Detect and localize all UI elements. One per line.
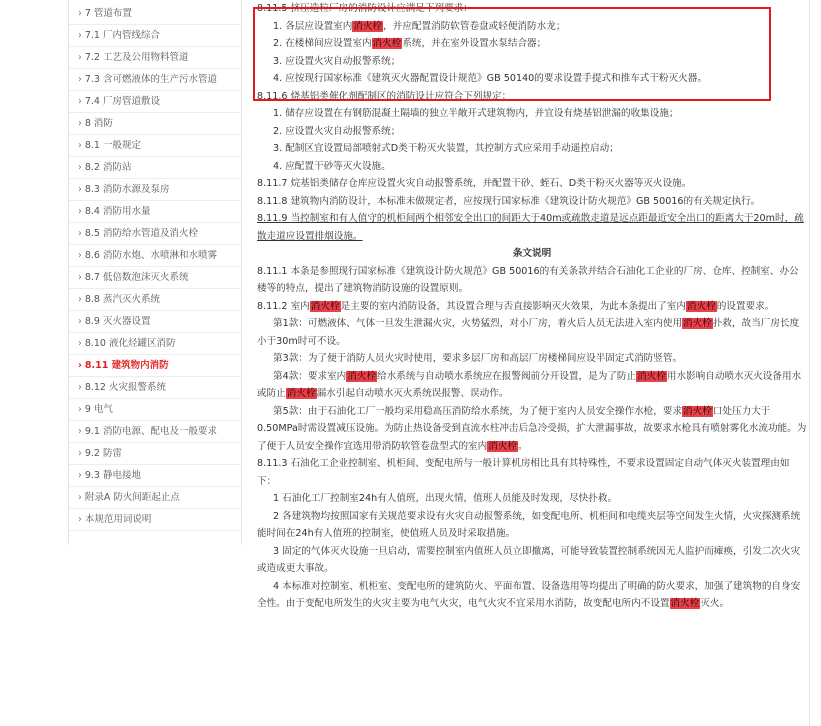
keyword-highlight: 消火栓 [637, 370, 666, 382]
keyword-highlight: 消火栓 [286, 388, 316, 399]
chevron-right-icon: › [78, 162, 82, 173]
sidebar-item[interactable] [69, 267, 241, 289]
chevron-right-icon: › [78, 272, 82, 283]
sidebar-item-label: 7 管道布置 [84, 8, 132, 19]
chevron-right-icon: › [78, 294, 82, 305]
sidebar-item[interactable] [69, 509, 241, 531]
chevron-right-icon: › [78, 360, 82, 371]
explanation-title: 条文说明 [512, 248, 552, 259]
sidebar-item-label: 7.4 厂房管道敷设 [84, 96, 160, 107]
chevron-right-icon: › [78, 30, 82, 41]
sidebar-item-label: 8.3 消防水源及泵房 [84, 184, 170, 195]
sidebar-item-label: 9.1 消防电源、配电及一般要求 [84, 426, 217, 437]
clause-8-11-5-item-3: 3. 应设置火灾自动报警系统； [273, 55, 401, 67]
reason-2: 2 各建筑物均按照国家有关规范要求设有火灾自动报警系统，如变配电所、机柜间和电缆夹层等空间发生火情，火灾探测系统能时间在24h有人值班的控制室，使值班人员及时采取措施。 [257, 510, 801, 539]
keyword-highlight: 消火栓 [372, 38, 402, 49]
sidebar-item[interactable] [69, 421, 241, 443]
sidebar-item-label: 8.10 液化烃罐区消防 [84, 338, 176, 349]
explain-8-11-2: 8.11.2 室内消火栓是主要的室内消防设备，其设置合理与否直接影响灭火效果，为此本条提出了室内消火栓的设置要求。 [257, 300, 775, 312]
main-content [257, 0, 807, 726]
sidebar-item[interactable] [69, 355, 241, 377]
reason-4: 4 本标准对控制室、机柜室、变配电所的建筑防火、平面布置、设备选用等均提出了明确的防火要求，加强了建筑物的自身安全性。由于变配电所发生的火灾主要为电气火灾，电气火灾不宜采用水消防，故变配电所内不设置消火栓灭火。 [257, 580, 801, 609]
sidebar-item[interactable] [69, 377, 241, 399]
sidebar-item-label: 9 电气 [84, 404, 113, 415]
keyword-highlight: 消火栓 [686, 300, 716, 312]
clause-8-11-6-item-4: 4. 应配置干砂等灭火设施。 [273, 160, 391, 172]
clause-8-11-7: 8.11.7 烷基铝类储存仓库应设置火灾自动报警系统，并配置干砂、蛭石、D类干粉灭火器等灭火设施。 [257, 178, 692, 189]
right-border [809, 0, 810, 726]
sidebar-item[interactable] [69, 113, 241, 135]
sidebar-item[interactable] [69, 289, 241, 311]
clause-8-11-5-item-2: 2. 在楼梯间应设置室内消火栓系统，并在室外设置水泵结合器； [273, 38, 547, 49]
keyword-highlight: 消火栓 [353, 20, 383, 32]
chevron-right-icon: › [78, 404, 82, 415]
sidebar-item-label: 7.2 工艺及公用物料管道 [84, 52, 189, 63]
sidebar-item[interactable] [69, 333, 241, 355]
chevron-right-icon: › [78, 184, 82, 195]
clause-8-11-6-item-2: 2. 应设置火灾自动报警系统； [273, 125, 401, 137]
explain-item-1: 第1款：可燃液体、气体一旦发生泄漏火灾，火势猛烈，对小厂房，着火后人员无法进入室内使用消火栓扑救，故当厂房长度小于30m时可不设。 [257, 318, 800, 347]
sidebar-item[interactable] [69, 47, 241, 69]
sidebar-item-label: 8.11 建筑物内消防 [84, 360, 169, 371]
chevron-right-icon: › [78, 316, 82, 327]
chevron-right-icon: › [78, 96, 82, 107]
reason-1: 1 石油化工厂控制室24h有人值班，出现火情，值班人员能及时发现，尽快扑救。 [273, 493, 618, 504]
sidebar-item[interactable] [69, 135, 241, 157]
chevron-right-icon: › [78, 228, 82, 239]
chevron-right-icon: › [78, 514, 82, 525]
sidebar-item-label: 7.1 厂内管线综合 [84, 30, 160, 41]
chevron-right-icon: › [78, 8, 82, 19]
sidebar-item-label: 7.3 含可燃液体的生产污水管道 [84, 74, 217, 85]
chevron-right-icon: › [78, 52, 82, 63]
keyword-highlight: 消火栓 [347, 370, 377, 382]
sidebar-item[interactable] [69, 157, 241, 179]
sidebar-item-label: 本规范用词说明 [84, 514, 152, 525]
sidebar-item[interactable] [69, 0, 241, 25]
sidebar-item[interactable] [69, 223, 241, 245]
chevron-right-icon: › [78, 206, 82, 217]
sidebar-item[interactable] [69, 487, 241, 509]
chevron-right-icon: › [78, 140, 82, 151]
clause-8-11-5-title: 8.11.5 挤压造粒厂房的消防设计应满足下列要求： [257, 3, 473, 14]
sidebar-item-label: 8.7 低倍数泡沫灭火系统 [84, 272, 189, 283]
sidebar-item[interactable] [69, 201, 241, 223]
sidebar-item-label: 9.3 静电接地 [84, 470, 141, 481]
chevron-right-icon: › [78, 426, 82, 437]
sidebar-item[interactable] [69, 443, 241, 465]
sidebar-item-label: 附录A 防火间距起止点 [84, 492, 180, 503]
sidebar-item[interactable] [69, 69, 241, 91]
sidebar-item-label: 8.4 消防用水量 [84, 206, 151, 217]
clause-8-11-6-item-1: 1. 储存应设置在有钢筋混凝土隔墙的独立半敞开式建筑物内，并宜设有烧基铝泄漏的收集设施； [273, 108, 679, 119]
sidebar-item[interactable] [69, 311, 241, 333]
clause-8-11-5-item-4: 4. 应按现行国家标准《建筑灭火器配置设计规范》GB 50140的要求设置手提式和推车式干粉灭火器。 [273, 73, 707, 84]
chevron-right-icon: › [78, 250, 82, 261]
clause-8-11-6-title: 8.11.6 烧基铝类催化剂配制区的消防设计应符合下列规定： [257, 90, 512, 102]
sidebar-item[interactable] [69, 91, 241, 113]
sidebar-item-label: 8 消防 [84, 118, 113, 129]
keyword-highlight: 消火栓 [683, 318, 712, 329]
sidebar-item[interactable] [69, 179, 241, 201]
sidebar-item-label: 8.1 一般规定 [84, 140, 141, 151]
sidebar-item[interactable] [69, 25, 241, 47]
clause-8-11-8: 8.11.8 建筑物内消防设计，本标准未做规定者，应按现行国家标准《建筑设计防火规范》GB 50016的有关规定执行。 [257, 195, 761, 207]
keyword-highlight: 消火栓 [488, 440, 518, 452]
chevron-right-icon: › [78, 74, 82, 85]
chevron-right-icon: › [78, 492, 82, 503]
explain-item-4: 第4款：要求室内消火栓给水系统与自动喷水系统应在报警阀前分开设置，是为了防止消火栓用水影响自动喷水灭火设备用水或防止消火栓漏水引起自动喷水灭火系统误报警、误动作。 [257, 370, 802, 399]
keyword-highlight: 消火栓 [670, 598, 700, 609]
chevron-right-icon: › [78, 118, 82, 129]
explain-8-11-3: 8.11.3 石油化工企业控制室、机柜间、变配电所与一般计算机房相比具有其特殊性，不要求设置固定自动气体灭火装置理由如下： [257, 458, 790, 487]
clause-8-11-5-item-1: 1. 各层应设置室内消火栓，并应配置消防软管卷盘或轻便消防水龙； [273, 20, 566, 32]
sidebar-item-label: 8.6 消防水炮、水喷淋和水喷雾 [84, 250, 217, 261]
sidebar-item-label: 8.5 消防给水管道及消火栓 [84, 228, 198, 239]
sidebar-item-label: 8.8 蒸汽灭火系统 [84, 294, 160, 305]
sidebar-item-label: 8.12 火灾报警系统 [84, 382, 166, 393]
sidebar-item-label: 8.2 消防站 [84, 162, 132, 173]
chevron-right-icon: › [78, 382, 82, 393]
keyword-highlight: 消火栓 [310, 300, 340, 312]
explain-item-3: 第3款：为了便于消防人员火灾时使用，要求多层厂房和高层厂房楼梯间应设半固定式消防竖管。 [273, 353, 683, 364]
reason-3: 3 固定的气体灭火设施一旦启动，需要控制室内值班人员立即撤离，可能导致装置控制系统因无人监护而瘫痪，引发二次火灾或造成更大事故。 [257, 545, 801, 574]
explain-8-11-1: 8.11.1 本条是参照现行国家标准《建筑设计防火规范》GB 50016的有关条款并结合石油化工企业的厂房、仓库、控制室、办公楼等的特点，提出了建筑物消防设施的设置原则。 [257, 265, 799, 294]
clause-8-11-6-item-3: 3. 配制区宜设置局部喷射式D类干粉灭火装置，其控制方式应采用手动遥控启动； [273, 143, 619, 154]
sidebar-item-label: 9.2 防雷 [84, 448, 122, 459]
chevron-right-icon: › [78, 338, 82, 349]
keyword-highlight: 消火栓 [683, 405, 712, 417]
sidebar-item[interactable] [69, 399, 241, 421]
sidebar-item[interactable] [69, 465, 241, 487]
chevron-right-icon: › [78, 448, 82, 459]
clause-8-11-9: 8.11.9 当控制室和有人值守的机柜间两个相邻安全出口的间距大于40m或疏散走道是远点距最近安全出口的距离大于20m时，疏散走道应设置排烟设施。 [257, 213, 804, 242]
chevron-right-icon: › [78, 470, 82, 481]
sidebar-nav [68, 0, 242, 545]
sidebar-item-label: 8.9 灭火器设置 [84, 316, 151, 327]
sidebar-item[interactable] [69, 245, 241, 267]
explain-item-5: 第5款：由于石油化工厂一般均采用稳高压消防给水系统，为了便于室内人员安全操作水枪，要求消火栓口处压力大于0.50MPa时需设置减压设施。为防止热设备受到直流水柱冲击后急冷受损，扩大泄漏事故，故要求水枪具有喷射雾化水流功能。为了便于人员安全操作宜选用带消防软管卷盘型式的室内消火栓。 [257, 405, 807, 452]
